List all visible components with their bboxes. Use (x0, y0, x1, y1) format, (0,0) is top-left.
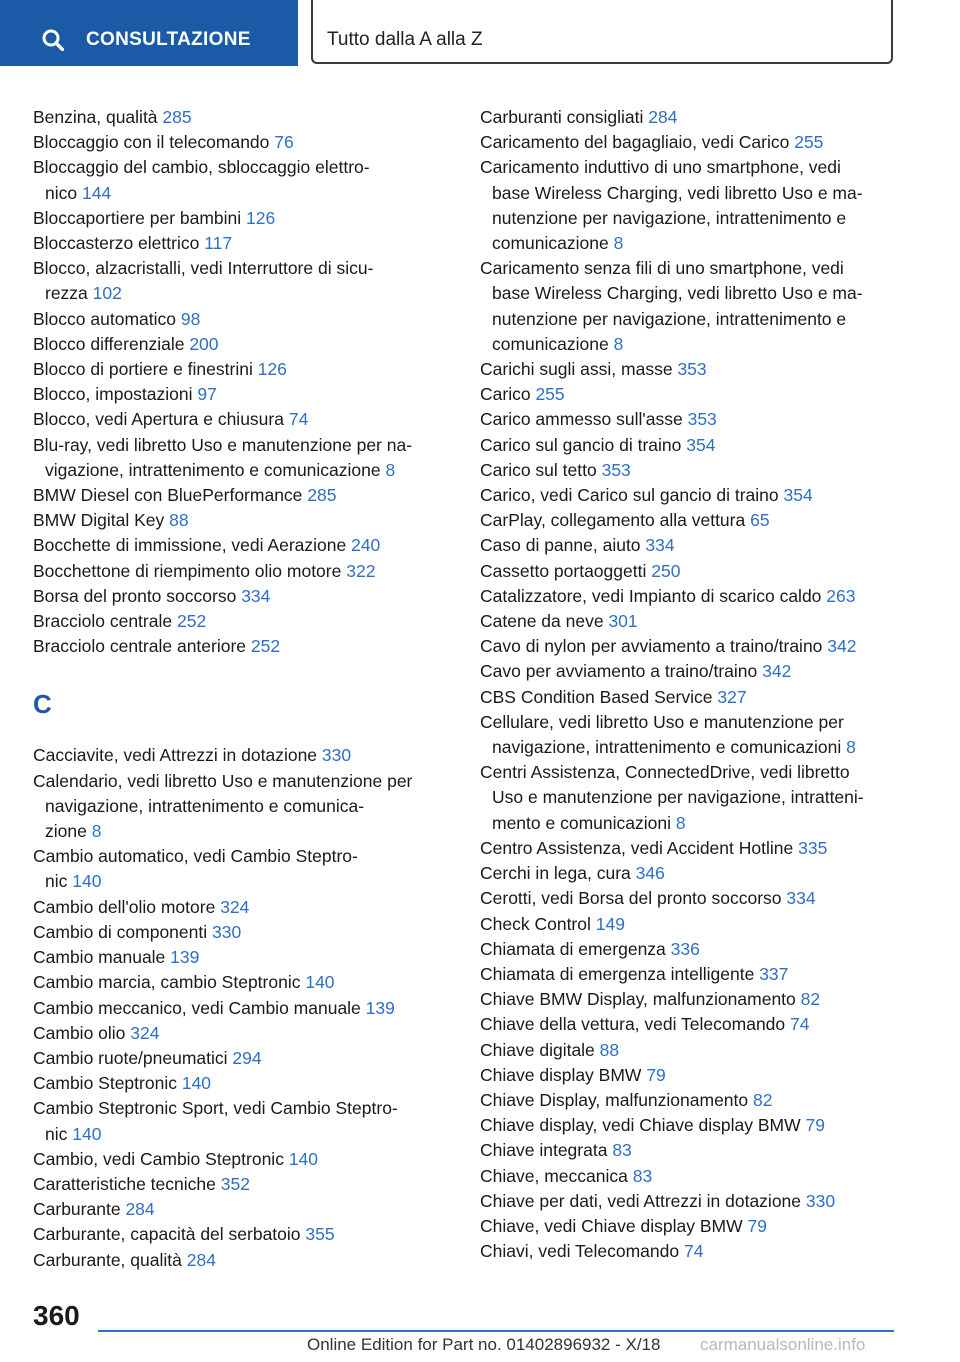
entry-text: nic (45, 871, 68, 892)
entry-text: Cambio dell'olio motore (33, 896, 216, 917)
page-link[interactable]: 79 (646, 1064, 666, 1085)
entry-text: nutenzione per navigazione, intrattenimento e (492, 207, 847, 228)
index-entry (33, 533, 453, 558)
index-entry (33, 769, 453, 845)
page-link[interactable]: 149 (595, 913, 625, 934)
index-entry (480, 912, 910, 937)
page-link[interactable]: 252 (250, 636, 281, 657)
entry-text: navigazione, intrattenimento e comunica- (45, 795, 365, 816)
entry-text: Caso di panne, aiuto (480, 535, 641, 556)
index-entry (480, 559, 910, 584)
entry-text: Check Control (480, 913, 591, 934)
page-link[interactable]: 97 (197, 384, 217, 405)
index-entry (33, 1172, 453, 1197)
page-link[interactable]: 324 (130, 1022, 160, 1043)
entry-text: base Wireless Charging, vedi libretto Uso e ma- (492, 182, 863, 203)
page-link[interactable]: 126 (257, 359, 287, 380)
entry-text: Carico (480, 384, 531, 405)
page-link[interactable]: 140 (305, 972, 335, 993)
entry-text: Benzina, qualità (33, 107, 158, 127)
entry-text: Cambio olio (33, 1022, 126, 1043)
page-link[interactable]: 126 (246, 207, 276, 228)
page-link[interactable]: 79 (805, 1115, 825, 1136)
entry-text: Bocchettone di riempimento olio motore (33, 560, 342, 581)
tab-section-title[interactable] (311, 0, 893, 64)
entry-text: Uso e manutenzione per navigazione, intratteni- (492, 787, 864, 808)
entry-text: Chiave display, vedi Chiave display BMW (480, 1115, 801, 1136)
entry-text: Caricamento senza fili di uno smartphone, vedi (480, 258, 844, 279)
index-entry (480, 155, 910, 256)
entry-text: nico (45, 182, 78, 203)
entry-text: Bracciolo centrale anteriore (33, 636, 247, 657)
entry-text: Calendario, vedi libretto Uso e manutenzione per (33, 770, 413, 791)
page-link[interactable]: 140 (72, 871, 102, 892)
entry-text: Cambio meccanico, vedi Cambio manuale (33, 997, 361, 1018)
index-group-c (33, 743, 453, 1272)
entry-text: Blocco, vedi Apertura e chiusura (33, 409, 284, 430)
entry-text: Blocco di portiere e finestrini (33, 359, 253, 380)
entry-text: Chiave BMW Display, malfunzionamento (480, 989, 796, 1010)
page-link[interactable]: 140 (288, 1148, 319, 1169)
entry-text: Bracciolo centrale (33, 611, 173, 632)
index-entry (480, 1088, 910, 1113)
index-entry (480, 508, 910, 533)
index-entry (33, 895, 453, 920)
entry-text: BMW Diesel con BluePerformance (33, 485, 303, 506)
entry-text: Chiave, vedi Chiave display BMW (480, 1215, 743, 1236)
page-number: 360 (33, 1300, 80, 1331)
entry-text: Cerotti, vedi Borsa del pronto soccorso (480, 888, 782, 909)
index-entry (480, 659, 910, 684)
entry-text: navigazione, intrattenimento e comunicazioni (492, 737, 842, 758)
page-link[interactable]: 327 (717, 686, 747, 707)
index-entry (480, 634, 910, 659)
page-link[interactable]: 139 (170, 947, 200, 968)
entry-text: Cambio, vedi Cambio Steptronic (33, 1148, 284, 1169)
entry-text: Blocco, impostazioni (33, 384, 193, 405)
entry-text: Blu-ray, vedi libretto Uso e manutenzione per na- (33, 434, 413, 455)
index-entry (480, 105, 910, 130)
page-link[interactable]: 76 (274, 132, 294, 153)
page-link[interactable]: 334 (786, 888, 816, 909)
index-entry (480, 1012, 910, 1037)
entry-text: Blocco automatico (33, 308, 176, 329)
entry-text: CarPlay, collegamento alla vettura (480, 510, 746, 531)
entry-text: Chiave per dati, vedi Attrezzi in dotazione (480, 1190, 802, 1211)
page-link[interactable]: 74 (288, 409, 309, 430)
entry-text: Chiamata di emergenza (480, 938, 666, 959)
entry-text: Caricamento del bagagliaio, vedi Carico (480, 132, 790, 153)
index-entry (480, 130, 910, 155)
index-entry (480, 937, 910, 962)
entry-text: Blocco differenziale (33, 333, 185, 354)
index-entry (480, 609, 910, 634)
index-entry (33, 1046, 453, 1071)
page-link[interactable]: 255 (535, 384, 565, 405)
entry-text: Chiave Display, malfunzionamento (480, 1089, 749, 1110)
entry-text: Carburante, capacità del serbatoio (33, 1224, 301, 1245)
page-link[interactable]: 352 (220, 1173, 250, 1194)
page-link[interactable]: 74 (790, 1014, 810, 1035)
entry-text: Bloccaggio con il telecomando (33, 132, 270, 153)
index-entry (480, 483, 910, 508)
page-link[interactable]: 82 (753, 1089, 773, 1110)
page-link[interactable]: 346 (635, 863, 665, 884)
index-entry (33, 609, 453, 634)
index-entry (33, 1071, 453, 1096)
entry-text: Bocchette di immissione, vedi Aerazione (33, 535, 347, 556)
entry-text: Carichi sugli assi, masse (480, 359, 673, 380)
page-link[interactable]: 88 (169, 510, 189, 531)
page-link[interactable]: 74 (683, 1241, 704, 1262)
page-link[interactable]: 284 (648, 107, 678, 127)
page-link[interactable]: 342 (827, 636, 857, 657)
page-link[interactable]: 8 (385, 459, 396, 480)
header (0, 0, 960, 66)
entry-text: comunicazione (492, 233, 609, 254)
entry-text: Cerchi in lega, cura (480, 863, 631, 884)
entry-text: Chiamata di emergenza intelligente (480, 963, 755, 984)
page-link[interactable]: 140 (181, 1073, 212, 1094)
page-link[interactable]: 8 (613, 233, 624, 254)
page-link[interactable]: 144 (81, 182, 112, 203)
index-entry (480, 1189, 910, 1214)
page-link[interactable]: 284 (186, 1249, 216, 1270)
page-link[interactable]: 334 (645, 535, 675, 556)
entry-text: Carico sul tetto (480, 459, 597, 480)
index-column-right (480, 105, 910, 1264)
entry-text: Cacciavite, vedi Attrezzi in dotazione (33, 745, 318, 766)
page-link[interactable]: 102 (92, 283, 122, 304)
page-link[interactable]: 337 (759, 963, 789, 984)
index-entry (480, 836, 910, 861)
page-link[interactable]: 79 (747, 1215, 767, 1236)
page-link[interactable]: 294 (232, 1047, 262, 1068)
index-entry (33, 155, 453, 205)
entry-text: Blocco, alzacristalli, vedi Interruttore di sicu- (33, 258, 374, 279)
entry-text: Bloccasterzo elettrico (33, 233, 200, 254)
entry-text: Cambio marcia, cambio Steptronic (33, 972, 301, 993)
entry-text: base Wireless Charging, vedi libretto Uso e ma- (492, 283, 863, 304)
entry-text: Cavo di nylon per avviamento a traino/traino (480, 636, 823, 657)
page-link[interactable]: 117 (204, 233, 233, 254)
entry-text: Cambio manuale (33, 947, 166, 968)
index-entry (33, 433, 453, 483)
entry-text: Carico sul gancio di traino (480, 434, 682, 455)
index-entry (33, 382, 453, 407)
section-title: Tutto dalla A alla Z (327, 29, 483, 50)
entry-text: comunicazione (492, 333, 609, 354)
index-entry (33, 1147, 453, 1172)
entry-text: Cassetto portaoggetti (480, 560, 647, 581)
index-entry (33, 920, 453, 945)
entry-text: Chiave integrata (480, 1140, 608, 1161)
watermark: carmanualsonline.info (700, 1335, 866, 1354)
entry-text: Centri Assistenza, ConnectedDrive, vedi libretto (480, 762, 850, 783)
entry-text: Cambio automatico, vedi Cambio Steptro- (33, 846, 358, 867)
page-link[interactable]: 354 (686, 434, 716, 455)
entry-text: BMW Digital Key (33, 510, 165, 531)
index-entry (480, 533, 910, 558)
index-entry (33, 559, 453, 584)
footer-divider (98, 1330, 894, 1332)
index-entry (480, 710, 910, 760)
entry-text: Catalizzatore, vedi Impianto di scarico caldo (480, 585, 822, 606)
index-entry (33, 945, 453, 970)
entry-text: Carburanti consigliati (480, 107, 644, 127)
entry-text: Cellulare, vedi libretto Uso e manutenzione per (480, 711, 844, 732)
entry-text: Carburante (33, 1199, 121, 1220)
index-entry (33, 508, 453, 533)
index-entry (33, 1021, 453, 1046)
index-entry (480, 760, 910, 836)
page-link[interactable]: 263 (826, 585, 856, 606)
page-link[interactable]: 65 (750, 510, 770, 531)
page-link[interactable]: 8 (846, 737, 856, 758)
page-link[interactable]: 334 (241, 585, 271, 606)
entry-text: Chiave della vettura, vedi Telecomando (480, 1014, 786, 1035)
index-group-right (480, 105, 910, 1264)
index-entry (33, 1248, 453, 1273)
entry-text: Caricamento induttivo di uno smartphone, vedi (480, 157, 841, 178)
index-entry (480, 433, 910, 458)
page-link[interactable]: 83 (612, 1140, 632, 1161)
page-link[interactable]: 355 (305, 1224, 335, 1245)
entry-text: Chiave, meccanica (480, 1165, 628, 1186)
index-entry (33, 584, 453, 609)
edition-text: Online Edition for Part no. 01402896932 - X/18 (307, 1335, 661, 1354)
index-entry (480, 1038, 910, 1063)
index-entry (33, 634, 453, 659)
page-link[interactable]: 8 (675, 812, 686, 833)
entry-text: Cambio Steptronic (33, 1073, 177, 1094)
index-entry (480, 1239, 910, 1264)
index-entry (33, 407, 453, 432)
page-link[interactable]: 353 (677, 359, 707, 380)
index-entry (33, 307, 453, 332)
page-link[interactable]: 284 (125, 1199, 155, 1220)
index-entry (33, 105, 453, 130)
page-link[interactable]: 255 (794, 132, 824, 153)
entry-text: Cambio ruote/pneumatici (33, 1047, 228, 1068)
entry-text: nic (45, 1123, 68, 1144)
entry-text: Chiave digitale (480, 1039, 595, 1060)
index-column-left (33, 105, 453, 1273)
index-entry (480, 458, 910, 483)
index-entry (480, 584, 910, 609)
entry-text: nutenzione per navigazione, intrattenimento e (492, 308, 847, 329)
page-link[interactable]: 8 (91, 821, 102, 842)
index-entry (33, 844, 453, 894)
entry-text: Cambio Steptronic Sport, vedi Cambio Steptro- (33, 1098, 398, 1119)
page-link[interactable]: 336 (670, 938, 700, 959)
page-link[interactable]: 324 (220, 896, 250, 917)
page-link[interactable]: 342 (762, 661, 792, 682)
index-entry (480, 962, 910, 987)
index-entry (33, 743, 453, 768)
page-link[interactable]: 322 (346, 560, 376, 581)
page-link[interactable]: 82 (800, 989, 821, 1010)
page-link[interactable]: 330 (321, 745, 352, 766)
page-link[interactable]: 139 (365, 997, 395, 1018)
index-group-b (33, 105, 453, 659)
entry-text: Chiavi, vedi Telecomando (480, 1241, 680, 1262)
page-link[interactable]: 83 (632, 1165, 653, 1186)
page-link[interactable]: 98 (180, 308, 201, 329)
index-entry (480, 407, 910, 432)
index-entry (33, 1096, 453, 1146)
index-entry (33, 206, 453, 231)
entry-text: Catene da neve (480, 611, 604, 632)
index-entry (33, 483, 453, 508)
search-icon (42, 29, 64, 51)
page-link[interactable]: 252 (176, 611, 207, 632)
entry-text: Centro Assistenza, vedi Accident Hotline (480, 837, 794, 858)
index-entry (33, 130, 453, 155)
page-link[interactable]: 353 (687, 409, 717, 430)
index-entry (480, 256, 910, 357)
entry-text: Borsa del pronto soccorso (33, 585, 237, 606)
entry-text: Carico ammesso sull'asse (480, 409, 683, 430)
index-entry (480, 382, 910, 407)
page-link[interactable]: 330 (805, 1190, 836, 1211)
page-link[interactable]: 335 (798, 837, 828, 858)
entry-text: Cavo per avviamento a traino/traino (480, 661, 758, 682)
entry-text: vigazione, intrattenimento e comunicazione (45, 459, 381, 480)
index-entry (480, 1063, 910, 1088)
index-entry (480, 861, 910, 886)
index-entry (480, 1214, 910, 1239)
page-link[interactable]: 140 (72, 1123, 102, 1144)
index-entry (480, 1138, 910, 1163)
index-entry (33, 1197, 453, 1222)
page-link[interactable]: 285 (307, 485, 337, 506)
entry-text: Carico, vedi Carico sul gancio di traino (480, 485, 779, 506)
page-link[interactable]: 354 (783, 485, 813, 506)
index-entry (33, 357, 453, 382)
tab-consultazione[interactable] (0, 0, 298, 66)
page-link[interactable]: 301 (608, 611, 638, 632)
index-entry (480, 357, 910, 382)
index-entry (33, 1222, 453, 1247)
index-entry (33, 231, 453, 256)
entry-text: Cambio di componenti (33, 921, 208, 942)
entry-text: Caratteristiche tecniche (33, 1173, 216, 1194)
page-link[interactable]: 8 (613, 333, 624, 354)
entry-text: Chiave display BMW (480, 1064, 642, 1085)
section-letter: C (33, 689, 52, 720)
entry-text: Carburante, qualità (33, 1249, 182, 1270)
page-link[interactable]: 353 (601, 459, 631, 480)
tab-consultazione-label: CONSULTAZIONE (86, 29, 251, 50)
page-link[interactable]: 200 (189, 333, 219, 354)
index-entry (480, 886, 910, 911)
index-entry (480, 1164, 910, 1189)
entry-text: Bloccaggio del cambio, sbloccaggio elettro- (33, 157, 370, 178)
page-link[interactable]: 88 (599, 1039, 620, 1060)
index-entry (480, 987, 910, 1012)
page-link[interactable]: 330 (212, 921, 242, 942)
page-link[interactable]: 240 (351, 535, 381, 556)
index-entry (33, 332, 453, 357)
index-entry (33, 256, 453, 306)
index-entry (480, 1113, 910, 1138)
index-entry (480, 685, 910, 710)
page-link[interactable]: 250 (651, 560, 681, 581)
entry-text: zione (45, 821, 87, 842)
entry-text: Bloccaportiere per bambini (33, 207, 242, 228)
index-entry (33, 996, 453, 1021)
index-entry (33, 970, 453, 995)
entry-text: CBS Condition Based Service (480, 686, 713, 707)
entry-text: rezza (45, 283, 88, 304)
entry-text: mento e comunicazioni (492, 812, 671, 833)
page-link[interactable]: 285 (162, 107, 192, 127)
